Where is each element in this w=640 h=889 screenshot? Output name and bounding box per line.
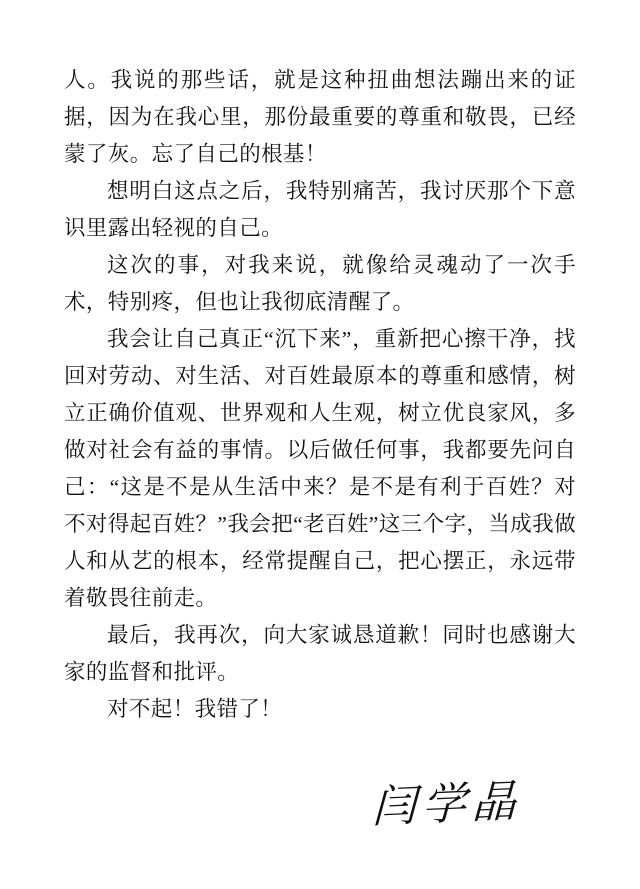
signature-underline: [352, 835, 528, 837]
paragraph-4: 我会让自己真正“沉下来”，重新把心擦干净，找回对劳动、对生活、对百姓最原本的尊重和感情，树立正确价值观、世界观和人生观，树立优良家风，多做对社会有益的事情。以后做任何事，我都要先问自己：“这是不是从生活中来？是不是有利于百姓？对不对得起百姓？”我会把“老百姓”这三个字，当成我做人和从艺的根本，经常提醒自己，把心摆正，永远带着敬畏往前走。: [64, 327, 576, 610]
paragraph-2: 想明白这点之后，我特别痛苦，我讨厌那个下意识里露出轻视的自己。: [64, 179, 576, 240]
paragraph-6: 对不起！我错了！: [107, 697, 283, 721]
signature-area: [0, 717, 640, 837]
paragraph-5: 最后，我再次，向大家诚恳道歉！同时也感谢大家的监督和批评。: [64, 623, 576, 684]
handwritten-signature: 闫学晶: [371, 775, 523, 834]
paragraph-3: 这次的事，对我来说，就像给灵魂动了一次手术，特别疼，但也让我彻底清醒了。: [64, 253, 576, 314]
paragraph-1: 人。我说的那些话，就是这种扭曲想法蹦出来的证据，因为在我心里，那份最重要的尊重和敬畏，已经蒙了灰。忘了自己的根基！: [64, 68, 576, 166]
letter-body: [64, 62, 576, 728]
